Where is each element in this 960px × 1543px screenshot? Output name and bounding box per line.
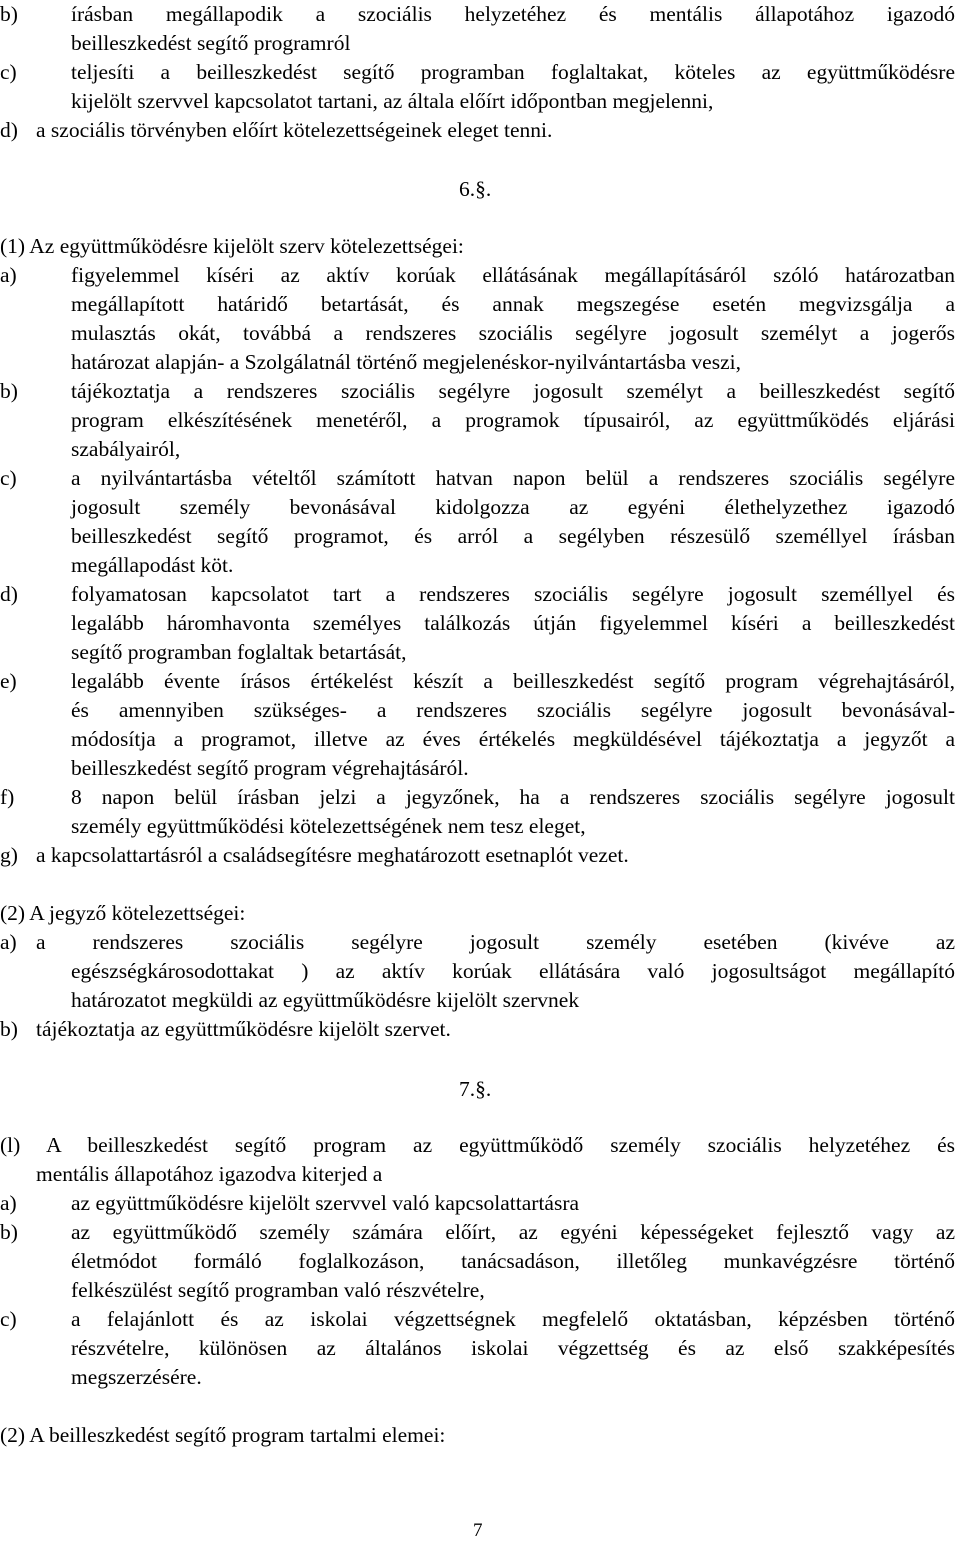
text-line: a szociális törvényben előírt kötelezettségeinek eleget tenni. xyxy=(36,118,553,142)
text-line: a kapcsolattartásról a családsegítésre meghatározott esetnaplót vezet. xyxy=(36,843,629,867)
text-line: a nyilvántartásba vételtől számított hatvan napon belül a rendszeres szociális segélyre xyxy=(71,466,955,490)
text-line: írásban megállapodik a szociális helyzetéhez és mentális állapotához igazodó xyxy=(71,2,955,26)
text-line: beilleszkedést segítő programról xyxy=(71,31,351,55)
text-line: egészségkárosodottakat ) az aktív korúak ellátására való jogosultságot megállapító xyxy=(71,959,955,983)
section-heading: 6.§. xyxy=(459,177,492,201)
item-label: a) xyxy=(0,263,17,287)
item-label: b) xyxy=(0,1220,18,1244)
paragraph-intro: (2) A beilleszkedést segítő program tartalmi elemei: xyxy=(0,1423,446,1447)
text-line: folyamatosan kapcsolatot tart a rendszeres szociális segélyre jogosult személlyel és xyxy=(71,582,955,606)
section-heading: 7.§. xyxy=(459,1077,492,1101)
text-line: legalább évente írásos értékelést készít a beilleszkedést segítő program végrehajtásáról, xyxy=(71,669,955,693)
text-line: módosítja a programot, illetve az éves értékelés megküldésével tájékoztatja a jegyzőt a xyxy=(71,727,955,751)
item-label: c) xyxy=(0,1307,17,1331)
text-line: megállapodást köt. xyxy=(71,553,234,577)
text-line: megszerzésére. xyxy=(71,1365,202,1389)
item-label: b) xyxy=(0,379,18,403)
item-label: b) xyxy=(0,2,18,26)
page-number: 7 xyxy=(473,1520,483,1541)
text-line: jogosult személy bevonásával kidolgozza az egyéni élethelyzethez igazodó xyxy=(71,495,955,519)
item-label: a) xyxy=(0,1191,17,1215)
text-line: határozatot megküldi az együttműködésre kijelölt szervnek xyxy=(71,988,580,1012)
item-label: e) xyxy=(0,669,17,693)
text-line: beilleszkedést segítő program végrehajtásáról. xyxy=(71,756,469,780)
item-label: b) xyxy=(0,1017,18,1041)
item-label: g) xyxy=(0,843,18,867)
text-line: az együttműködésre kijelölt szervvel való kapcsolattartásra xyxy=(71,1191,580,1215)
text-line: tájékoztatja az együttműködésre kijelölt szervet. xyxy=(36,1017,451,1041)
text-line: személy együttműködési kötelezettségének nem tesz eleget, xyxy=(71,814,586,838)
text-line: legalább háromhavonta személyes találkozás útján figyelemmel kíséri a beilleszkedést xyxy=(71,611,955,635)
item-label: a) xyxy=(0,930,17,954)
text-line: és amennyiben szükséges- a rendszeres szociális segélyre jogosult bevonásával- xyxy=(71,698,955,722)
text-line: tájékoztatja a rendszeres szociális segélyre jogosult személyt a beilleszkedést segítő xyxy=(71,379,955,403)
text-line: program elkészítésének menetéről, a programok típusairól, az együttműködés eljárási xyxy=(71,408,955,432)
text-line: az együttműködő személy számára előírt, az egyéni képességeket fejlesztő vagy az xyxy=(71,1220,955,1244)
text-line: teljesíti a beilleszkedést segítő programban foglaltakat, köteles az együttműködésre xyxy=(71,60,955,84)
text-line: részvételre, különösen az általános iskolai végzettség és az első szakképesítés xyxy=(71,1336,955,1360)
text-line: (l) A beilleszkedést segítő program az együttműködő személy szociális helyzetéhez és xyxy=(0,1133,955,1157)
text-line: mulasztás okát, továbbá a rendszeres szociális segélyre jogosult személyt a jogerős xyxy=(71,321,955,345)
text-line: megállapított határidő betartását, és annak megszegése esetén megvizsgálja a xyxy=(71,292,955,316)
text-line: mentális állapotához igazodva kiterjed a xyxy=(36,1162,383,1186)
text-line: a rendszeres szociális segélyre jogosult személy esetében (kivéve az xyxy=(36,930,955,954)
text-line: beilleszkedést segítő programot, és arról a segélyben részesülő személlyel írásban xyxy=(71,524,955,548)
item-label: c) xyxy=(0,466,17,490)
text-line: határozat alapján- a Szolgálatnál történő megjelenéskor-nyilvántartásba veszi, xyxy=(71,350,741,374)
paragraph-intro: (1) Az együttműködésre kijelölt szerv kötelezettségei: xyxy=(0,234,464,258)
text-line: felkészülést segítő programban való részvételre, xyxy=(71,1278,485,1302)
item-label: d) xyxy=(0,118,18,142)
text-line: kijelölt szervvel kapcsolatot tartani, az általa előírt időpontban megjelenni, xyxy=(71,89,714,113)
paragraph-intro: (2) A jegyző kötelezettségei: xyxy=(0,901,246,925)
text-line: segítő programban foglaltak betartását, xyxy=(71,640,407,664)
item-label: c) xyxy=(0,60,17,84)
item-label: f) xyxy=(0,785,15,809)
text-line: szabályairól, xyxy=(71,437,181,461)
text-line: figyelemmel kíséri az aktív korúak ellátásának megállapításáról szóló határozatban xyxy=(71,263,955,287)
text-line: életmódot formáló foglalkozáson, tanácsadáson, illetőleg munkavégzésre történő xyxy=(71,1249,955,1273)
text-line: a felajánlott és az iskolai végzettségnek megfelelő oktatásban, képzésben történő xyxy=(71,1307,955,1331)
text-line: 8 napon belül írásban jelzi a jegyzőnek, ha a rendszeres szociális segélyre jogosult xyxy=(71,785,955,809)
item-label: d) xyxy=(0,582,18,606)
